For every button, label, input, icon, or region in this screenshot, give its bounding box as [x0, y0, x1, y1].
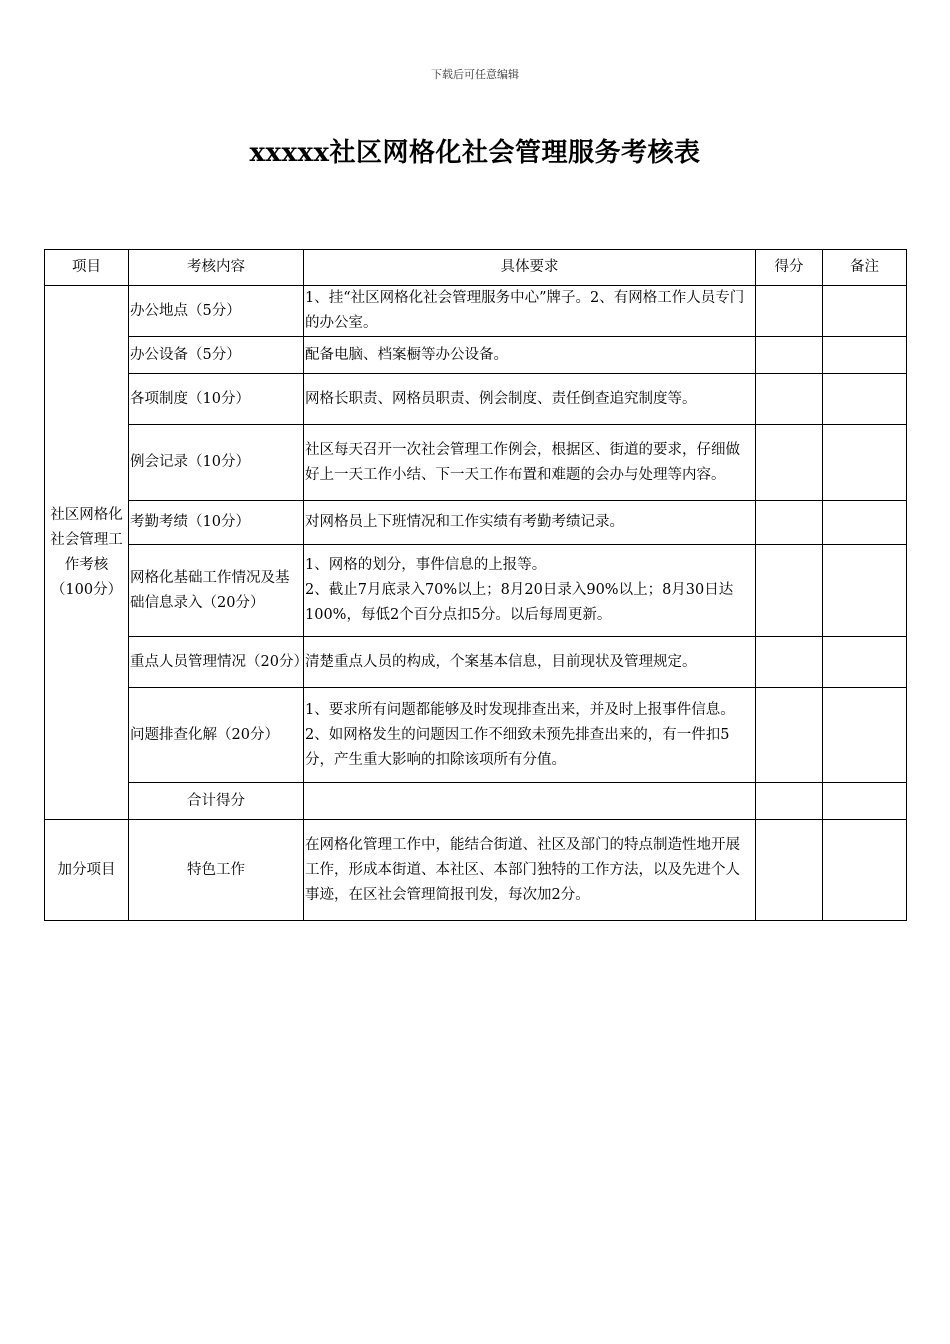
column-header-score: 得分	[756, 250, 823, 286]
score-cell[interactable]	[756, 337, 823, 374]
content-cell: 网格化基础工作情况及基础信息录入（20分）	[129, 545, 304, 637]
table-header-row	[45, 250, 907, 286]
score-cell[interactable]	[756, 783, 823, 820]
section-name: 加分项目	[45, 820, 129, 921]
note-cell[interactable]	[823, 637, 907, 688]
note-cell[interactable]	[823, 286, 907, 337]
content-cell: 办公设备（5分）	[129, 337, 304, 374]
score-cell[interactable]	[756, 688, 823, 783]
score-cell[interactable]	[756, 425, 823, 501]
table-row	[45, 286, 907, 337]
section-name: 社区网格化社会管理工作考核（100分）	[45, 286, 129, 820]
table-row	[45, 545, 907, 637]
table-row	[45, 374, 907, 425]
content-cell: 重点人员管理情况（20分）	[129, 637, 304, 688]
requirement-line: 1、网格的划分，事件信息的上报等。	[305, 557, 547, 573]
content-cell: 例会记录（10分）	[129, 425, 304, 501]
table-row	[45, 688, 907, 783]
requirement-line: 2、截止7月底录入70%以上；8月20日录入90%以上；8月30日达100%，每低2个百分点扣5分。以后每周更新。	[305, 582, 734, 623]
content-cell: 问题排查化解（20分）	[129, 688, 304, 783]
note-cell[interactable]	[823, 425, 907, 501]
requirement-cell: 1、要求所有问题都能够及时发现排查出来，并及时上报事件信息。2、如网格发生的问题因工作不细致未预先排查出来的，有一件扣5分，产生重大影响的扣除该项所有分值。	[304, 688, 756, 783]
content-cell: 办公地点（5分）	[129, 286, 304, 337]
score-cell[interactable]	[756, 501, 823, 545]
note-cell[interactable]	[823, 783, 907, 820]
column-header-requirement: 具体要求	[304, 250, 756, 286]
table-row	[45, 337, 907, 374]
subtotal-label: 合计得分	[129, 783, 304, 820]
score-cell[interactable]	[756, 637, 823, 688]
requirement-cell: 清楚重点人员的构成，个案基本信息，目前现状及管理规定。	[304, 637, 756, 688]
score-cell[interactable]	[756, 374, 823, 425]
note-cell[interactable]	[823, 337, 907, 374]
requirement-cell: 网格长职责、网格员职责、例会制度、责任倒查追究制度等。	[304, 374, 756, 425]
bonus-row	[45, 820, 907, 921]
column-header-content: 考核内容	[129, 250, 304, 286]
requirement-cell: 对网格员上下班情况和工作实绩有考勤考绩记录。	[304, 501, 756, 545]
note-cell[interactable]	[823, 501, 907, 545]
content-cell: 各项制度（10分）	[129, 374, 304, 425]
table-row	[45, 425, 907, 501]
table-row	[45, 637, 907, 688]
requirement-cell	[304, 545, 756, 637]
column-header-item: 项目	[45, 250, 129, 286]
header-note: 下载后可任意编辑	[431, 68, 519, 81]
requirement-cell: 配备电脑、档案橱等办公设备。	[304, 337, 756, 374]
requirement-cell: 1、挂“社区网格化社会管理服务中心”牌子。2、有网格工作人员专门的办公室。	[304, 286, 756, 337]
column-header-note: 备注	[823, 250, 907, 286]
note-cell[interactable]	[823, 820, 907, 921]
score-cell[interactable]	[756, 820, 823, 921]
note-cell[interactable]	[823, 545, 907, 637]
subtotal-value-cell[interactable]	[304, 783, 756, 820]
requirement-cell: 社区每天召开一次社会管理工作例会，根据区、街道的要求，仔细做好上一天工作小结、下一天工作布置和难题的会办与处理等内容。	[304, 425, 756, 501]
requirement-cell: 在网格化管理工作中，能结合街道、社区及部门的特点制造性地开展工作，形成本街道、本社区、本部门独特的工作方法，以及先进个人事迹，在区社会管理简报刊发，每次加2分。	[304, 820, 756, 921]
page-title: xxxxx社区网格化社会管理服务考核表	[249, 138, 701, 168]
content-cell: 考勤考绩（10分）	[129, 501, 304, 545]
score-cell[interactable]	[756, 545, 823, 637]
note-cell[interactable]	[823, 374, 907, 425]
content-cell: 特色工作	[129, 820, 304, 921]
assessment-table	[44, 249, 907, 921]
note-cell[interactable]	[823, 688, 907, 783]
table-row	[45, 501, 907, 545]
subtotal-row	[45, 783, 907, 820]
score-cell[interactable]	[756, 286, 823, 337]
